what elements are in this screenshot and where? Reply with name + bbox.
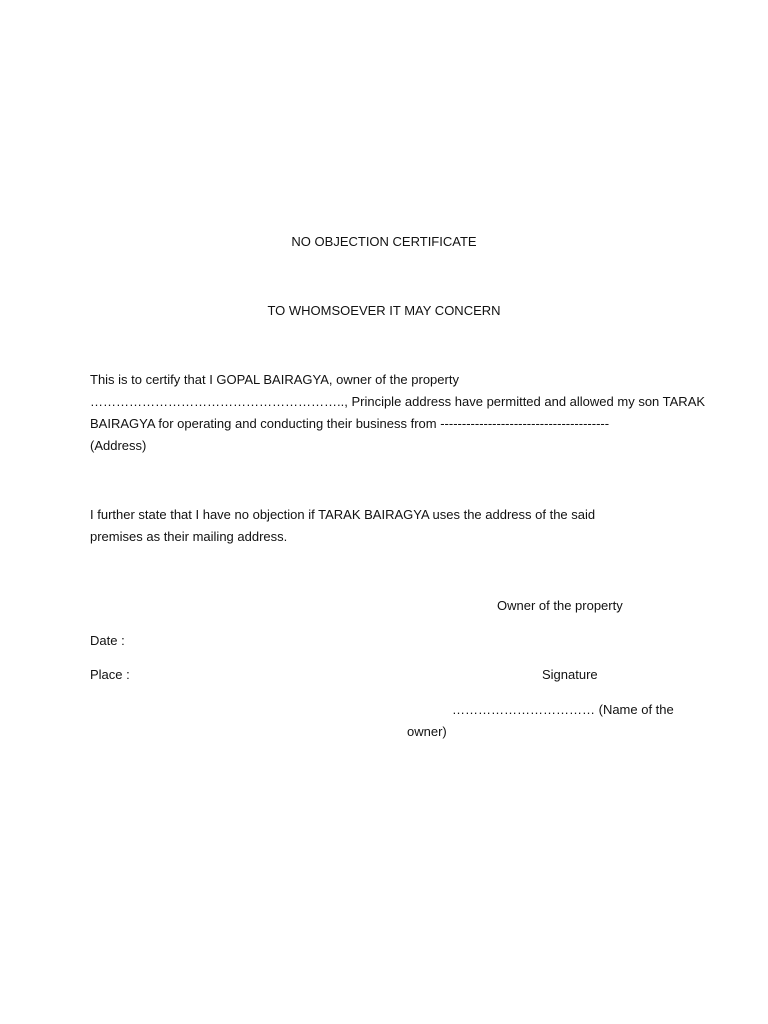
signature-label: Signature [542,667,598,682]
salutation: TO WHOMSOEVER IT MAY CONCERN [267,303,501,318]
paragraph-line: BAIRAGYA for operating and conducting their business from --------------------------------------- [90,416,610,431]
paragraph-line: premises as their mailing address. [90,529,288,544]
owner-name-line: …………………………… (Name of the [452,702,674,717]
owner-name-line-cont: owner) [407,724,447,739]
paragraph-line: ………………………………………………….., Principle address have permitted and allowed my son TARAK [90,394,706,409]
place-label: Place : [90,667,130,682]
owner-label: Owner of the property [497,598,623,613]
paragraph-line: This is to certify that I GOPAL BAIRAGYA, owner of the property [90,372,459,387]
document-title: NO OBJECTION CERTIFICATE [291,234,477,249]
date-label: Date : [90,633,125,648]
paragraph-line: I further state that I have no objection if TARAK BAIRAGYA uses the address of the said [90,507,596,522]
paragraph-line: (Address) [90,438,147,453]
